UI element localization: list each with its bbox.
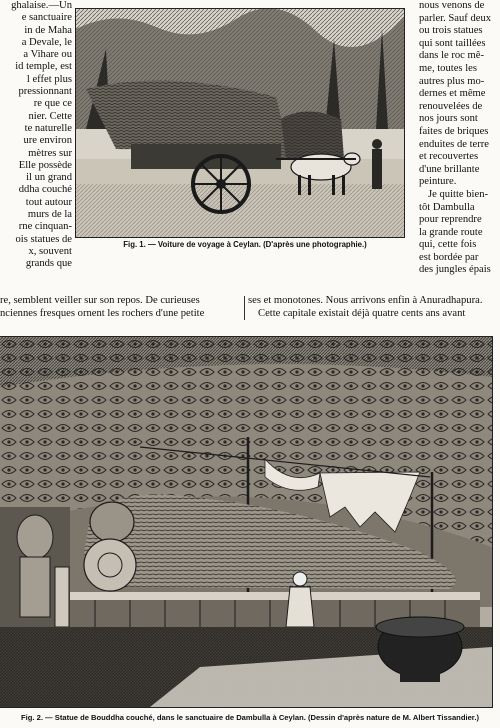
text-line: autres plus mo- [419, 75, 485, 87]
left-text-column [0, 0, 74, 292]
text-line: Elle possède [18, 159, 72, 171]
text-line: x, souvent [28, 245, 72, 257]
text-line: est bordée par [419, 251, 479, 263]
text-line: peinture. [419, 176, 457, 188]
text-line: tout autour [25, 196, 72, 208]
text-line: d'une brillante [419, 163, 480, 175]
text-line: ure environ [23, 135, 72, 147]
text-line: mètres sur [28, 147, 72, 159]
column-divider [244, 296, 245, 320]
text-line: renouvelées de [419, 100, 483, 112]
ox-cart-engraving [76, 9, 404, 237]
text-line: qui sont taillées [419, 37, 486, 49]
text-line: enduites de terre [419, 138, 490, 150]
text-line: nos jours sont [419, 113, 478, 125]
text-line: te naturelle [24, 122, 72, 134]
text-line: Je quitte bien- [428, 188, 489, 200]
text-line: id temple, est [15, 61, 72, 73]
text-line: des jungles épais [419, 264, 491, 276]
text-line: pressionnant [18, 86, 72, 98]
text-line: tôt Dambulla [419, 201, 475, 213]
text-line: dans le roc mê- [419, 50, 485, 62]
text-line: rne cinquan- [18, 221, 72, 233]
text-line: qui, cette fois [419, 239, 477, 251]
figure-1-ox-cart-illustration [75, 8, 405, 238]
text-line: nous venons de [419, 0, 485, 11]
text-line: a Devale, le [21, 36, 72, 48]
text-line: ghalaise.—Un [11, 0, 72, 11]
text-line: grands que [25, 258, 72, 270]
text-line: ou trois statues [419, 25, 483, 37]
figure-2-caption: Fig. 2. — Statue de Bouddha couché, dans le sanctuaire de Dambulla à Ceylan. (Dessin d'après nature de M. Albert Tissandier.) [21, 713, 479, 722]
text-line: la grande route [419, 226, 483, 238]
text-line: il un grand [26, 172, 72, 184]
text-line: re que ce [33, 98, 72, 110]
figure-1-caption: Fig. 1. — Voiture de voyage à Ceylan. (D'après une photographie.) [123, 240, 367, 249]
text-line: et recouvertes [419, 151, 479, 163]
text-line: me, toutes les [419, 62, 477, 74]
right-text-column [418, 0, 500, 286]
mid-right-text [248, 294, 500, 320]
text-line: murs de la [27, 209, 72, 221]
text-line: dernes et même [419, 88, 486, 100]
text-line: ddha couché [18, 184, 72, 196]
mid-left-text [0, 294, 242, 320]
text-line: e sanctuaire [21, 12, 72, 24]
text-line: l effet plus [26, 73, 72, 85]
figure-2-reclining-buddha-illustration [0, 336, 493, 708]
text-line: pour reprendre [419, 214, 482, 226]
text-line: ois statues de [15, 233, 72, 245]
text-line: nciennes fresques ornent les rochers d'une petite [0, 308, 205, 319]
text-line: a Vihare ou [23, 49, 72, 61]
text-line: nier. Cette [28, 110, 72, 122]
text-line: faites de briques [419, 125, 489, 137]
text-line: re, semblent veiller sur son repos. De curieuses [0, 295, 200, 306]
text-line: Cette capitale existait déjà quatre cents ans avant [258, 308, 466, 319]
text-line: ses et monotones. Nous arrivons enfin à Anuradhapura. [248, 295, 483, 306]
text-line: in de Maha [24, 24, 72, 36]
reclining-buddha-engraving [0, 337, 492, 707]
text-line: parler. Sauf deux [419, 12, 492, 24]
